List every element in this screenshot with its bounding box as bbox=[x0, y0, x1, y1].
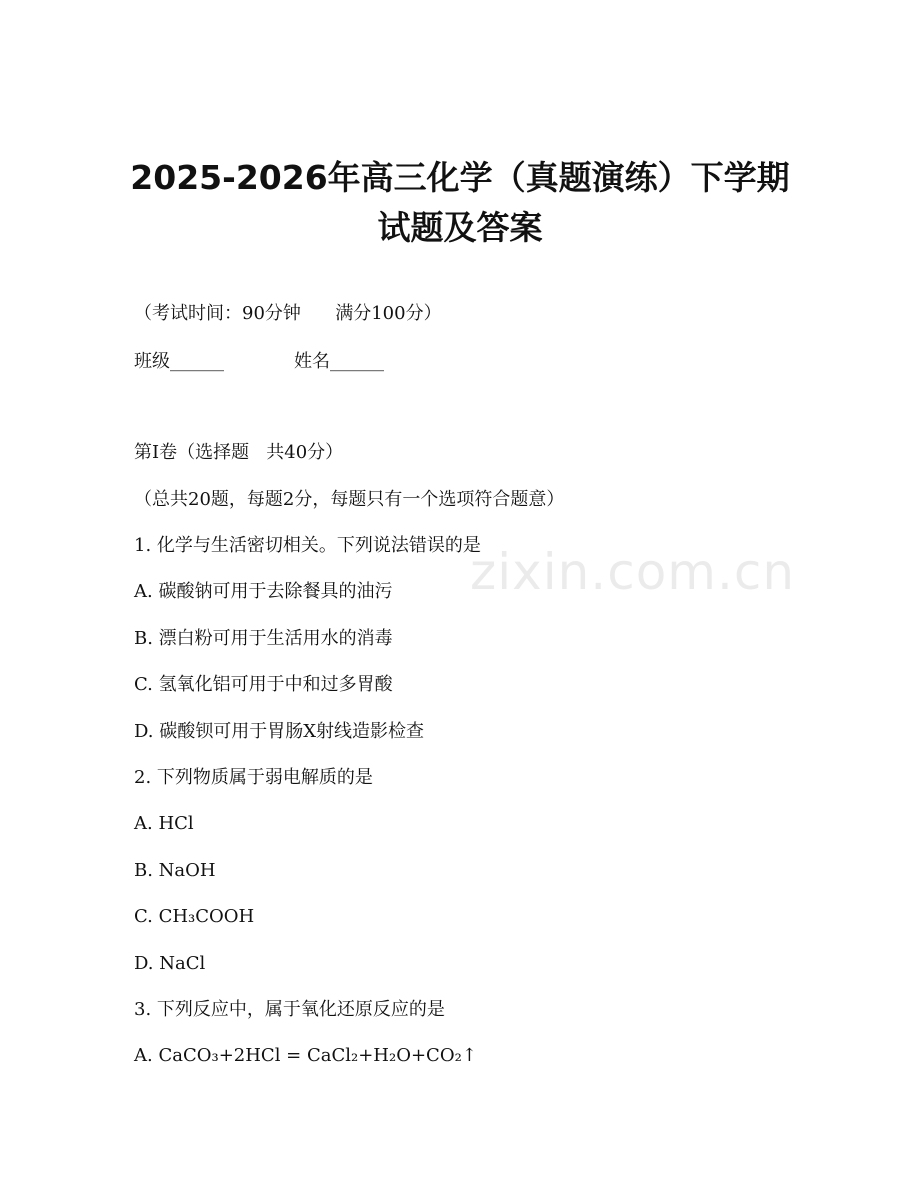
exam-title-line-2: 试题及答案 bbox=[377, 208, 543, 247]
question-1-option-b: B. 漂白粉可用于生活用水的消毒 bbox=[134, 628, 393, 649]
exam-title-line-1: 2025-2026年高三化学（真题演练）下学期 bbox=[130, 158, 790, 197]
class-field-label: 班级______ bbox=[134, 351, 224, 372]
exam-info: （考试时间：90分钟 满分100分） bbox=[134, 303, 442, 324]
question-2-option-b: B. NaOH bbox=[134, 860, 216, 881]
question-2-option-a: A. HCl bbox=[134, 813, 194, 834]
section-instruction: （总共20题，每题2分，每题只有一个选项符合题意） bbox=[134, 489, 565, 510]
name-field-label: 姓名______ bbox=[294, 351, 384, 372]
question-1-option-a: A. 碳酸钠可用于去除餐具的油污 bbox=[134, 581, 393, 602]
question-1-stem: 1. 化学与生活密切相关。下列说法错误的是 bbox=[134, 535, 481, 556]
question-2-stem: 2. 下列物质属于弱电解质的是 bbox=[134, 767, 373, 788]
watermark: zixin.com.cn bbox=[470, 543, 796, 601]
question-1-option-d: D. 碳酸钡可用于胃肠X射线造影检查 bbox=[134, 721, 425, 742]
question-1-option-c: C. 氢氧化铝可用于中和过多胃酸 bbox=[134, 674, 393, 695]
question-2-option-d: D. NaCl bbox=[134, 953, 206, 974]
question-2-option-c: C. CH₃COOH bbox=[134, 906, 255, 927]
section-header: 第Ⅰ卷（选择题 共40分） bbox=[134, 442, 344, 463]
question-3-stem: 3. 下列反应中，属于氧化还原反应的是 bbox=[134, 999, 445, 1020]
question-3-option-a: A. CaCO₃+2HCl = CaCl₂+H₂O+CO₂↑ bbox=[134, 1045, 477, 1066]
